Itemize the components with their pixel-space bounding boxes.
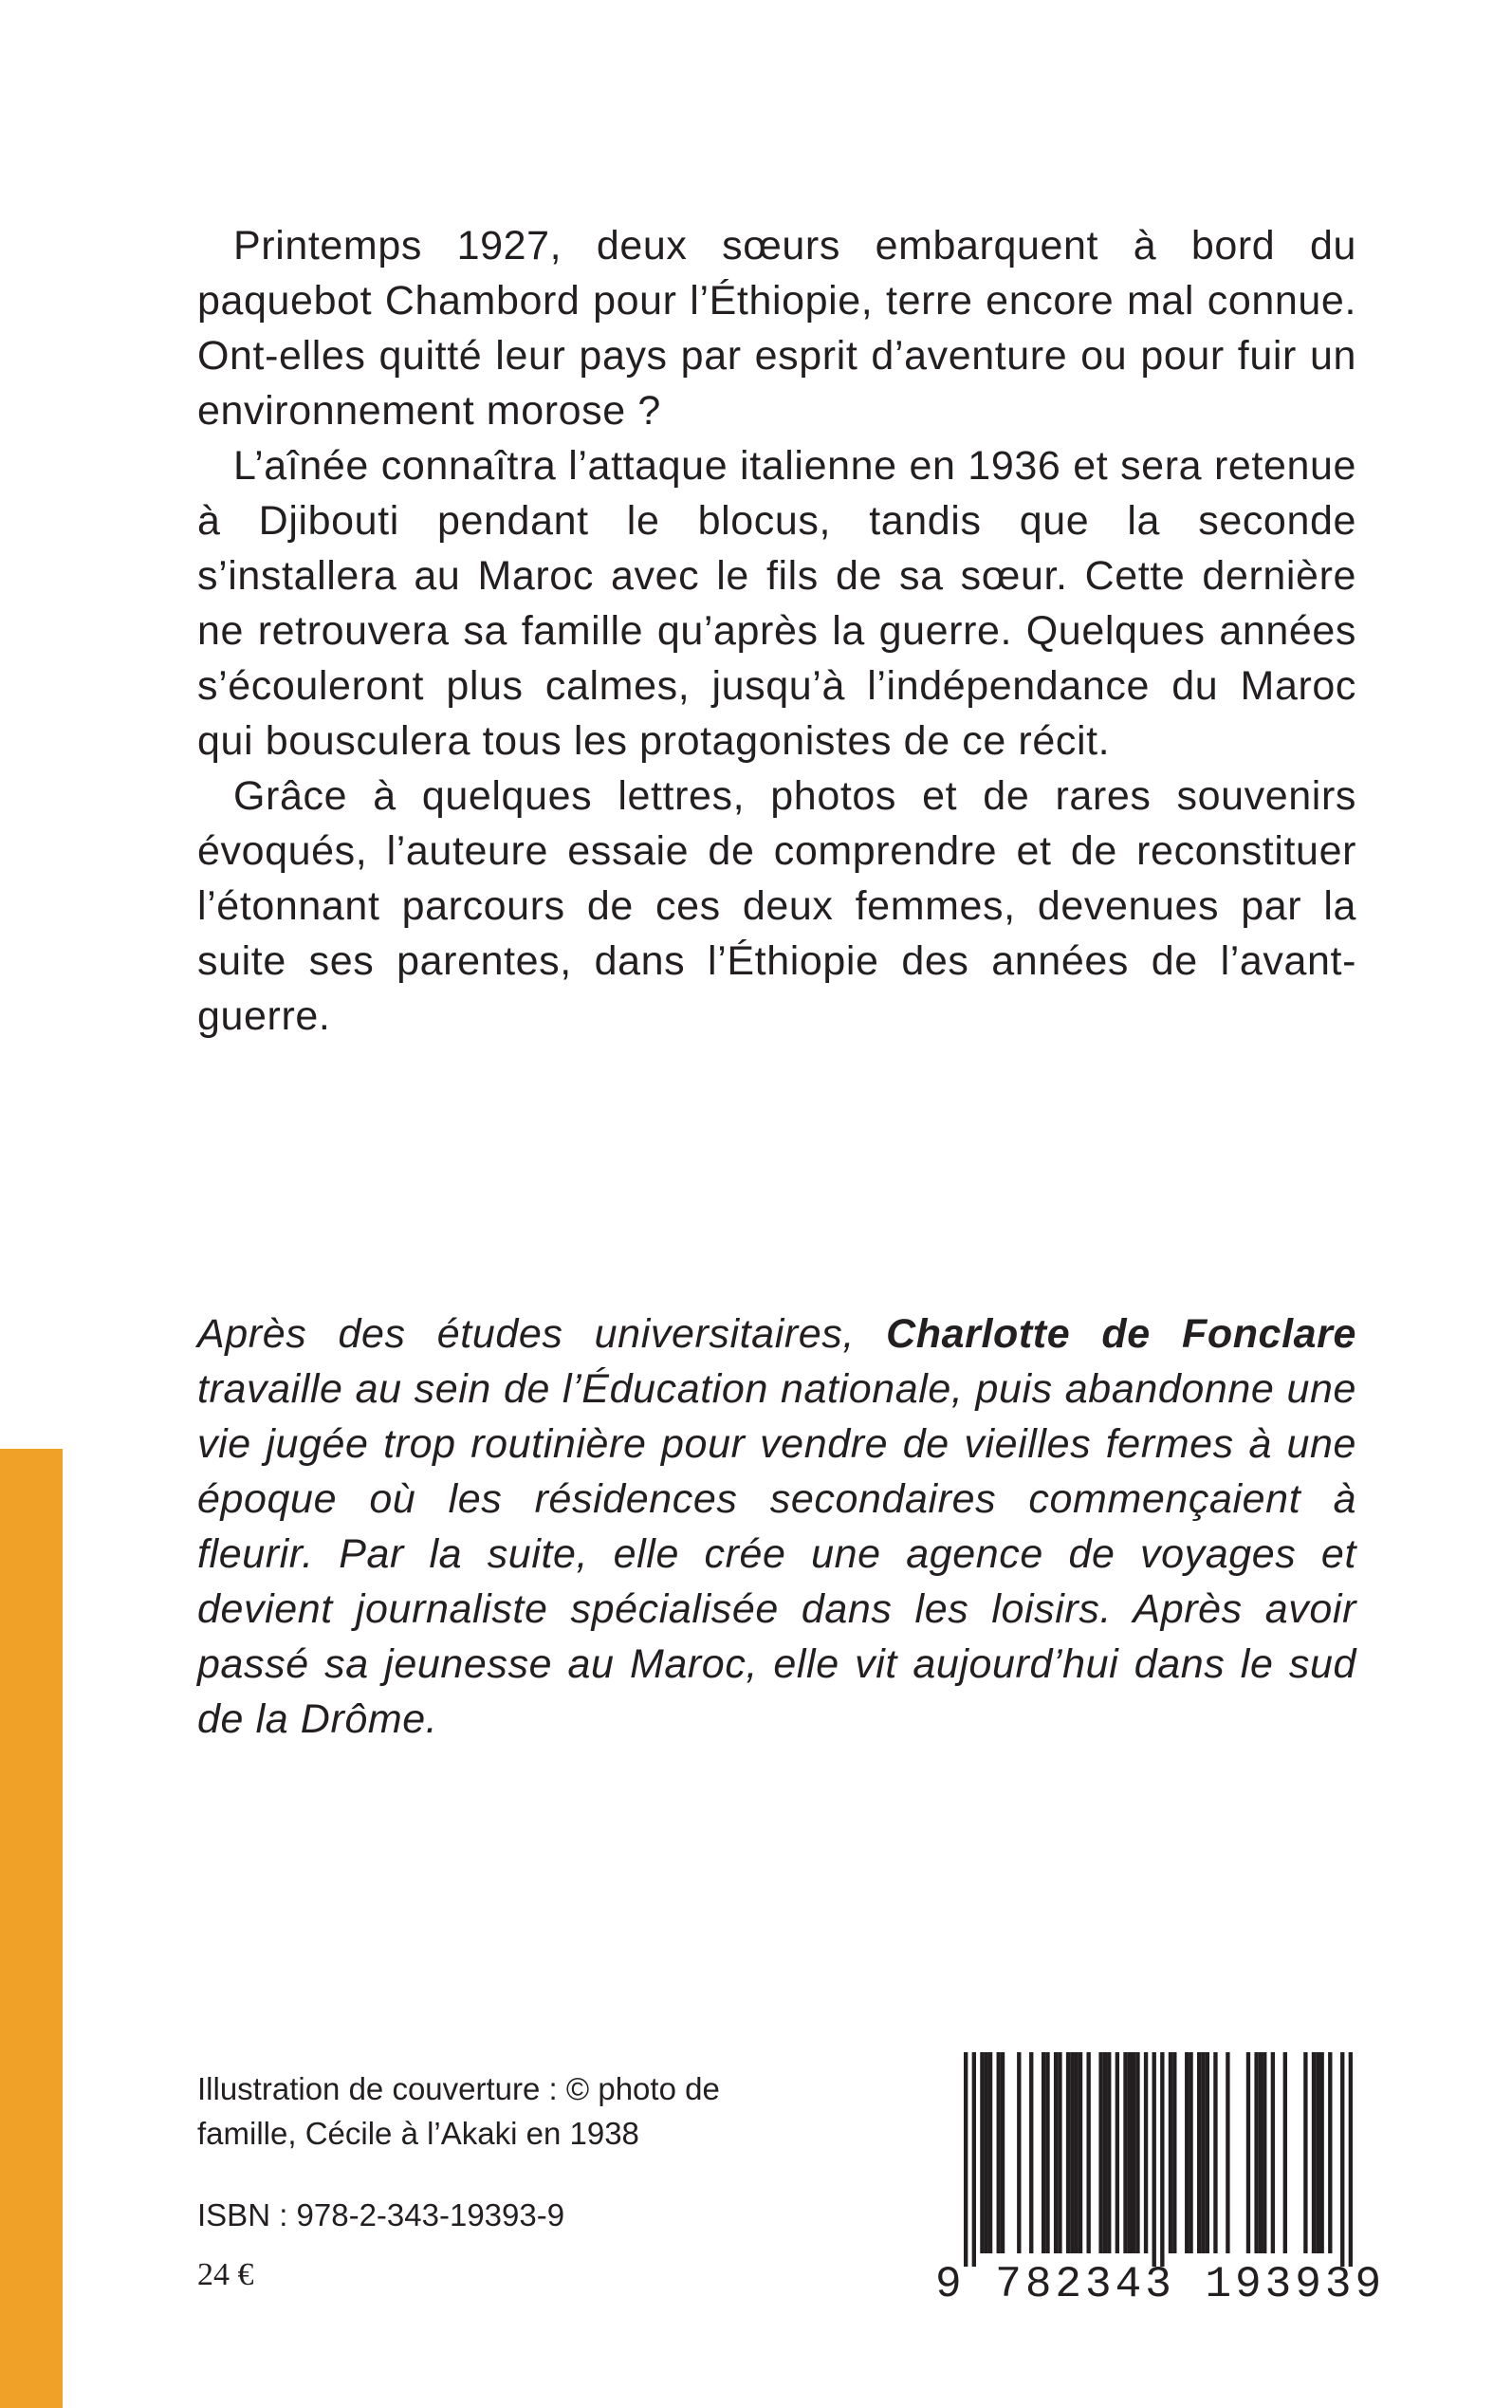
barcode-bar (964, 2052, 968, 2267)
barcode-bar (1160, 2052, 1164, 2267)
barcode-bar (1070, 2052, 1074, 2253)
barcode-bar (1328, 2052, 1332, 2253)
barcode-bar (1201, 2052, 1205, 2253)
barcode-bar (1259, 2052, 1263, 2253)
barcode-bar (1144, 2052, 1148, 2253)
cover-color-band (0, 1449, 63, 2408)
barcode-bar (1135, 2052, 1139, 2253)
barcode-bar (1086, 2052, 1090, 2253)
barcode-bar (1283, 2052, 1287, 2253)
barcode-bar (1128, 2052, 1132, 2253)
credit-line-2: famille, Cécile à l’Akaki en 1938 (197, 2116, 639, 2151)
barcode-bar (1066, 2052, 1070, 2253)
barcode-bar (1054, 2052, 1058, 2253)
summary-paragraph-3: Grâce à quelques lettres, photos et de rares souvenirs évoqués, l’auteure essaie de comprendre et de reconstituer l’étonnant parcours de ces deux femmes, devenues par la suite ses parentes, dans l’Éthiopie des années de l’avant-guerre. (197, 773, 1356, 1039)
barcode-bar (1246, 2052, 1250, 2253)
barcode-bar (1098, 2052, 1102, 2253)
barcode-bar (1169, 2052, 1172, 2253)
barcode-bar (1340, 2052, 1344, 2267)
credit-line-1: Illustration de couverture : © photo de (197, 2071, 720, 2106)
barcode-bar (1213, 2052, 1217, 2253)
barcode-bar (1001, 2052, 1005, 2253)
barcode-bars (964, 2052, 1353, 2267)
barcode-bar (1206, 2052, 1209, 2253)
barcode-bar (1303, 2052, 1307, 2253)
book-price: 24 € (197, 2257, 254, 2292)
barcode-bar (1254, 2052, 1258, 2253)
barcode-bar (1017, 2052, 1021, 2253)
barcode-bar (1116, 2052, 1119, 2253)
barcode-bar (1189, 2052, 1192, 2253)
cover-illustration-credit (197, 2066, 842, 2156)
barcode-bar (985, 2052, 988, 2253)
barcode-bar (1079, 2052, 1082, 2253)
barcode-bar (1349, 2052, 1353, 2267)
summary-paragraph-1: Printemps 1927, deux sœurs embarquent à bord du paquebot Chambord pour l’Éthiopie, terre encore mal connue. Ont-elles quitté leur pays par esprit d’aventure ou pour fuir un environnement morose ? (197, 223, 1356, 434)
barcode-bar (1197, 2052, 1201, 2253)
barcode-bar (1103, 2052, 1107, 2253)
barcode-bar (1172, 2052, 1176, 2253)
barcode-bar (1058, 2052, 1061, 2253)
author-bio-paragraph (197, 1306, 1356, 1747)
barcode-bar (1107, 2052, 1111, 2253)
barcode-bar (1075, 2052, 1079, 2253)
author-biography (197, 1306, 1356, 1747)
isbn-number: ISBN : 978-2-343-19393-9 (197, 2197, 565, 2232)
barcode-bar (1132, 2052, 1135, 2253)
barcode-bar (980, 2052, 984, 2253)
barcode-bar (1312, 2052, 1316, 2253)
barcode-bar (1045, 2052, 1049, 2253)
barcode-bar (1152, 2052, 1156, 2267)
barcode-bar (1271, 2052, 1275, 2253)
bio-text: travaille au sein de l’Éducation nationale, puis abandonne une vie jugée trop routinière pour vendre de vieilles fermes à une époque où les résidences secondaires commençaient à fleurir. Par la suite, elle crée une agence de voyages et devient journaliste spécialisée dans les loisirs. Après avoir passé sa jeunesse au Maroc, elle vit aujourd’hui dans le sud de la Drôme. (197, 1366, 1356, 1742)
bio-lead: Après des études universitaires, (197, 1311, 887, 1357)
barcode (935, 2052, 1386, 2309)
barcode-bar (1185, 2052, 1189, 2253)
barcode-bar (972, 2052, 976, 2267)
barcode-bar (1123, 2052, 1127, 2253)
barcode-bar (997, 2052, 1001, 2253)
barcode-bar (988, 2052, 992, 2253)
author-name: Charlotte de Fonclare (886, 1311, 1356, 1357)
back-cover-summary (197, 218, 1356, 1044)
barcode-bar (1319, 2052, 1323, 2253)
barcode-bar (1029, 2052, 1033, 2253)
barcode-digits: 9 782343 193939 (935, 2260, 1386, 2309)
barcode-bar (1263, 2052, 1266, 2253)
barcode-bar (1226, 2052, 1229, 2253)
barcode-bar (1042, 2052, 1045, 2253)
barcode-bar (1316, 2052, 1319, 2253)
summary-paragraph-2: L’aînée connaîtra l’attaque italienne en 1936 et sera retenue à Djibouti pendant le blocus, tandis que la seconde s’installera au Maroc avec le fils de sa sœur. Cette dernière ne retrouvera sa famille qu’après la guerre. Quelques années s’écouleront plus calmes, jusqu’à l’indépendance du Maroc qui bousculera tous les protagonistes de ce récit. (197, 443, 1356, 764)
